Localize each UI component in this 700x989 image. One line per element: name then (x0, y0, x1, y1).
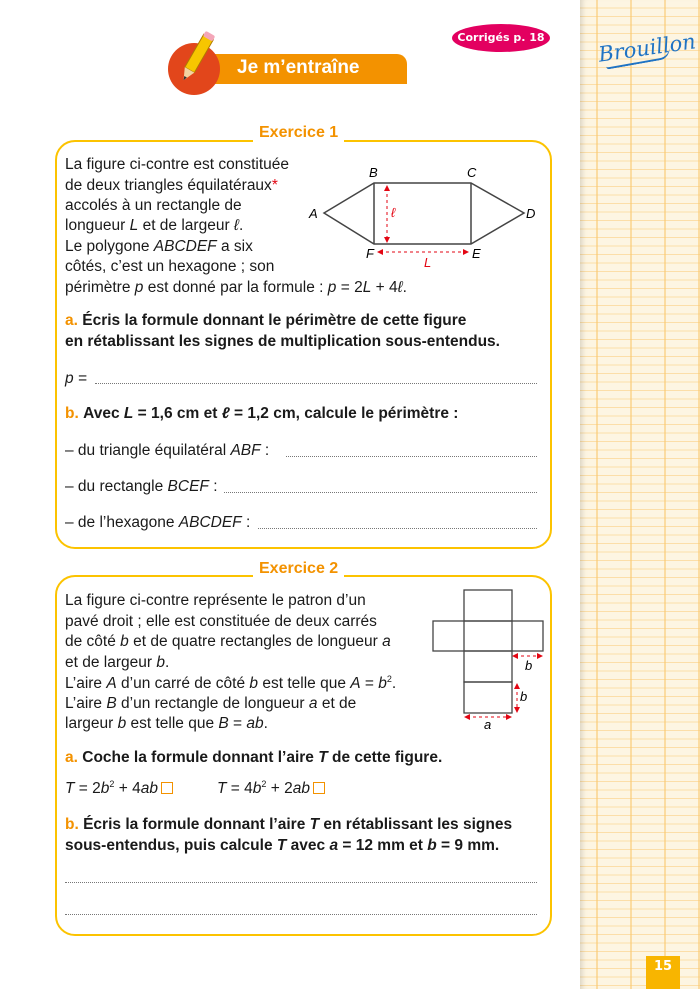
text-segment: L (129, 217, 139, 234)
text-segment: . (391, 675, 397, 693)
text-line (65, 654, 169, 672)
text-segment: T (318, 749, 328, 766)
text-segment: = 4 (226, 780, 253, 798)
text-segment: b (427, 837, 437, 854)
text-segment: ab (246, 715, 264, 732)
text-line (65, 177, 278, 195)
text-segment: L’aire (65, 695, 107, 712)
text-segment: – du rectangle (65, 478, 168, 495)
text-segment: b (100, 780, 110, 798)
answer-a-label: p = (65, 370, 87, 387)
text-line (65, 217, 243, 235)
exercise-1-title: Exercice 1 (253, 124, 344, 142)
question-b-line1 (65, 816, 512, 834)
text-segment: a six (216, 238, 253, 255)
label-C: C (467, 165, 477, 180)
text-segment: + 4 (371, 279, 398, 296)
text-line (65, 592, 366, 610)
text-segment: est telle que (258, 675, 351, 693)
text-line (65, 633, 391, 651)
question-b-line2 (65, 837, 499, 855)
brouillon-area (580, 0, 700, 989)
question-text: Écris la formule donnant le périmètre de cette figure (82, 312, 467, 329)
text-segment: d’un carré de côté (116, 675, 250, 693)
text-segment: et de (317, 695, 357, 712)
text-segment: – de l’hexagone (65, 514, 179, 531)
text-line (65, 715, 268, 733)
text-segment: : (208, 478, 218, 495)
text-segment: côtés, c’est un hexagone ; son (65, 258, 275, 275)
exercise-2-title: Exercice 2 (253, 560, 344, 578)
text-segment: p (327, 279, 337, 296)
text-segment: b (117, 715, 127, 732)
pencil-icon (172, 28, 222, 88)
answer-line-1[interactable] (65, 882, 537, 883)
text-segment: et de quatre rectangles de longueur (128, 633, 383, 650)
text-line (65, 279, 407, 297)
label-D: D (526, 206, 536, 221)
page-number: 15 (646, 956, 680, 989)
text-segment: périmètre (65, 279, 135, 296)
text-segment: Écris la formule donnant l’aire (83, 816, 310, 833)
option-1-checkbox[interactable] (161, 782, 173, 794)
text-segment: 2 (109, 779, 115, 789)
text-segment: b (120, 633, 129, 650)
label-b: b (525, 658, 533, 673)
label-E: E (472, 246, 481, 261)
text-segment: + 2 (266, 780, 293, 798)
brouillon-label: Brouillon (596, 29, 698, 67)
text-segment: a (308, 695, 318, 712)
text-segment: ABCDEF (153, 238, 217, 255)
text-segment: . (402, 279, 407, 296)
label-F: F (366, 246, 374, 261)
section-title: Je m’entraîne (205, 54, 407, 84)
label-A: A (309, 206, 318, 221)
text-segment: p (134, 279, 144, 296)
text-segment: T (217, 780, 227, 798)
text-segment: B (218, 715, 229, 732)
text-segment: = 9 mm. (436, 837, 500, 854)
box-net-figure (420, 580, 560, 730)
hexagon-figure (300, 160, 550, 270)
text-line (65, 258, 274, 276)
corriges-badge[interactable]: Corrigés p. 18 (452, 24, 550, 52)
answer-rectangle-line[interactable] (224, 492, 537, 493)
text-segment: . (238, 217, 244, 234)
text-line (65, 156, 289, 174)
item-rectangle (65, 478, 218, 496)
text-line (65, 197, 242, 215)
text-segment: = 2 (336, 279, 363, 296)
text-segment: : (260, 442, 270, 459)
text-segment: et de largeur (65, 654, 157, 671)
text-segment: L (362, 279, 372, 296)
text-segment: est donné par la formule : (143, 279, 328, 296)
text-segment: T (276, 837, 287, 854)
text-segment: ABF (230, 442, 261, 459)
question-a (65, 749, 442, 767)
label-b: b (520, 689, 528, 704)
text-segment: + 4 (114, 780, 141, 798)
question-text (83, 816, 512, 833)
option-2 (217, 779, 325, 798)
item-hexagon (65, 514, 250, 532)
question-a-line1 (65, 312, 466, 330)
text-segment: = 1,6 cm et (133, 405, 222, 422)
text-line (65, 613, 377, 631)
text-segment: ab (140, 780, 158, 798)
answer-line-2[interactable] (65, 914, 537, 915)
text-segment: b (249, 675, 259, 693)
answer-triangle-line[interactable] (286, 456, 537, 457)
question-letter: b. (65, 816, 79, 833)
text-segment: longueur (65, 217, 130, 234)
text-segment: Le polygone (65, 238, 154, 255)
text-segment: . (263, 715, 268, 732)
option-2-formula (217, 780, 310, 797)
option-1 (65, 779, 173, 798)
question-text (83, 405, 458, 422)
text-segment: L’aire (65, 675, 107, 693)
text-segment: de cette figure. (327, 749, 443, 766)
text-segment: La figure ci-contre représente le patron d’un (65, 592, 366, 609)
text-segment: de côté (65, 633, 121, 650)
text-segment: = 2 (74, 780, 101, 798)
text-segment: = (360, 675, 379, 693)
option-2-checkbox[interactable] (313, 782, 325, 794)
question-a-line2: en rétablissant les signes de multiplication sous-entendus. (65, 333, 500, 350)
text-segment: L (123, 405, 134, 422)
text-line (65, 238, 253, 256)
text-segment: d’un rectangle de longueur (116, 695, 309, 712)
label-length: L (424, 255, 432, 270)
question-letter: b. (65, 405, 79, 422)
text-segment: a (382, 633, 391, 650)
text-segment: 2 (261, 779, 267, 789)
label-B: B (369, 165, 378, 180)
text-segment: 2 (386, 674, 392, 684)
text-segment: : (241, 514, 251, 531)
text-segment: ℓ (233, 217, 239, 234)
text-segment: b (156, 654, 165, 671)
label-width: ℓ (391, 205, 396, 220)
question-letter: a. (65, 749, 78, 766)
text-segment: b (378, 675, 387, 693)
text-segment: ℓ (397, 279, 403, 296)
text-segment: = 1,2 cm, calcule le périmètre : (229, 405, 459, 422)
text-segment: ab (292, 780, 310, 798)
text-segment: largeur (65, 715, 118, 732)
answer-a-line[interactable] (95, 383, 537, 384)
text-segment: pavé droit ; elle est constituée de deux carrés (65, 613, 377, 630)
text-segment: ℓ (221, 405, 230, 422)
question-b (65, 405, 458, 423)
label-a: a (484, 717, 492, 730)
text-segment: * (271, 177, 278, 194)
text-segment: Avec (83, 405, 124, 422)
text-segment: T (65, 780, 75, 798)
text-segment: – du triangle équilatéral (65, 442, 231, 459)
text-segment: et de largeur (138, 217, 234, 234)
text-line (65, 695, 356, 713)
text-segment: sous-entendus, puis calcule (65, 837, 277, 854)
question-letter: a. (65, 312, 78, 329)
text-segment: La figure ci-contre est constituée (65, 156, 290, 173)
text-segment: = (228, 715, 247, 732)
text-segment: avec (286, 837, 330, 854)
text-segment: = 12 mm et (338, 837, 428, 854)
option-1-formula (65, 780, 158, 797)
text-segment: A (106, 675, 117, 693)
text-segment: b (252, 780, 262, 798)
text-segment: accolés à un rectangle de (65, 197, 242, 214)
text-segment: T (309, 816, 320, 833)
answer-hexagon-line[interactable] (258, 528, 537, 529)
question-text (82, 749, 442, 766)
item-triangle (65, 442, 269, 460)
text-segment: A (350, 675, 361, 693)
text-segment: ABCDEF (178, 514, 242, 531)
text-segment: Coche la formule donnant l’aire (82, 749, 319, 766)
text-segment: BCEF (167, 478, 209, 495)
text-segment: B (106, 695, 117, 712)
text-segment: a (329, 837, 339, 854)
text-segment: en rétablissant les signes (319, 816, 513, 833)
text-segment: est telle que (126, 715, 219, 732)
text-segment: de deux triangles équilatéraux (65, 177, 272, 194)
text-line (65, 674, 396, 693)
text-segment: . (164, 654, 170, 671)
